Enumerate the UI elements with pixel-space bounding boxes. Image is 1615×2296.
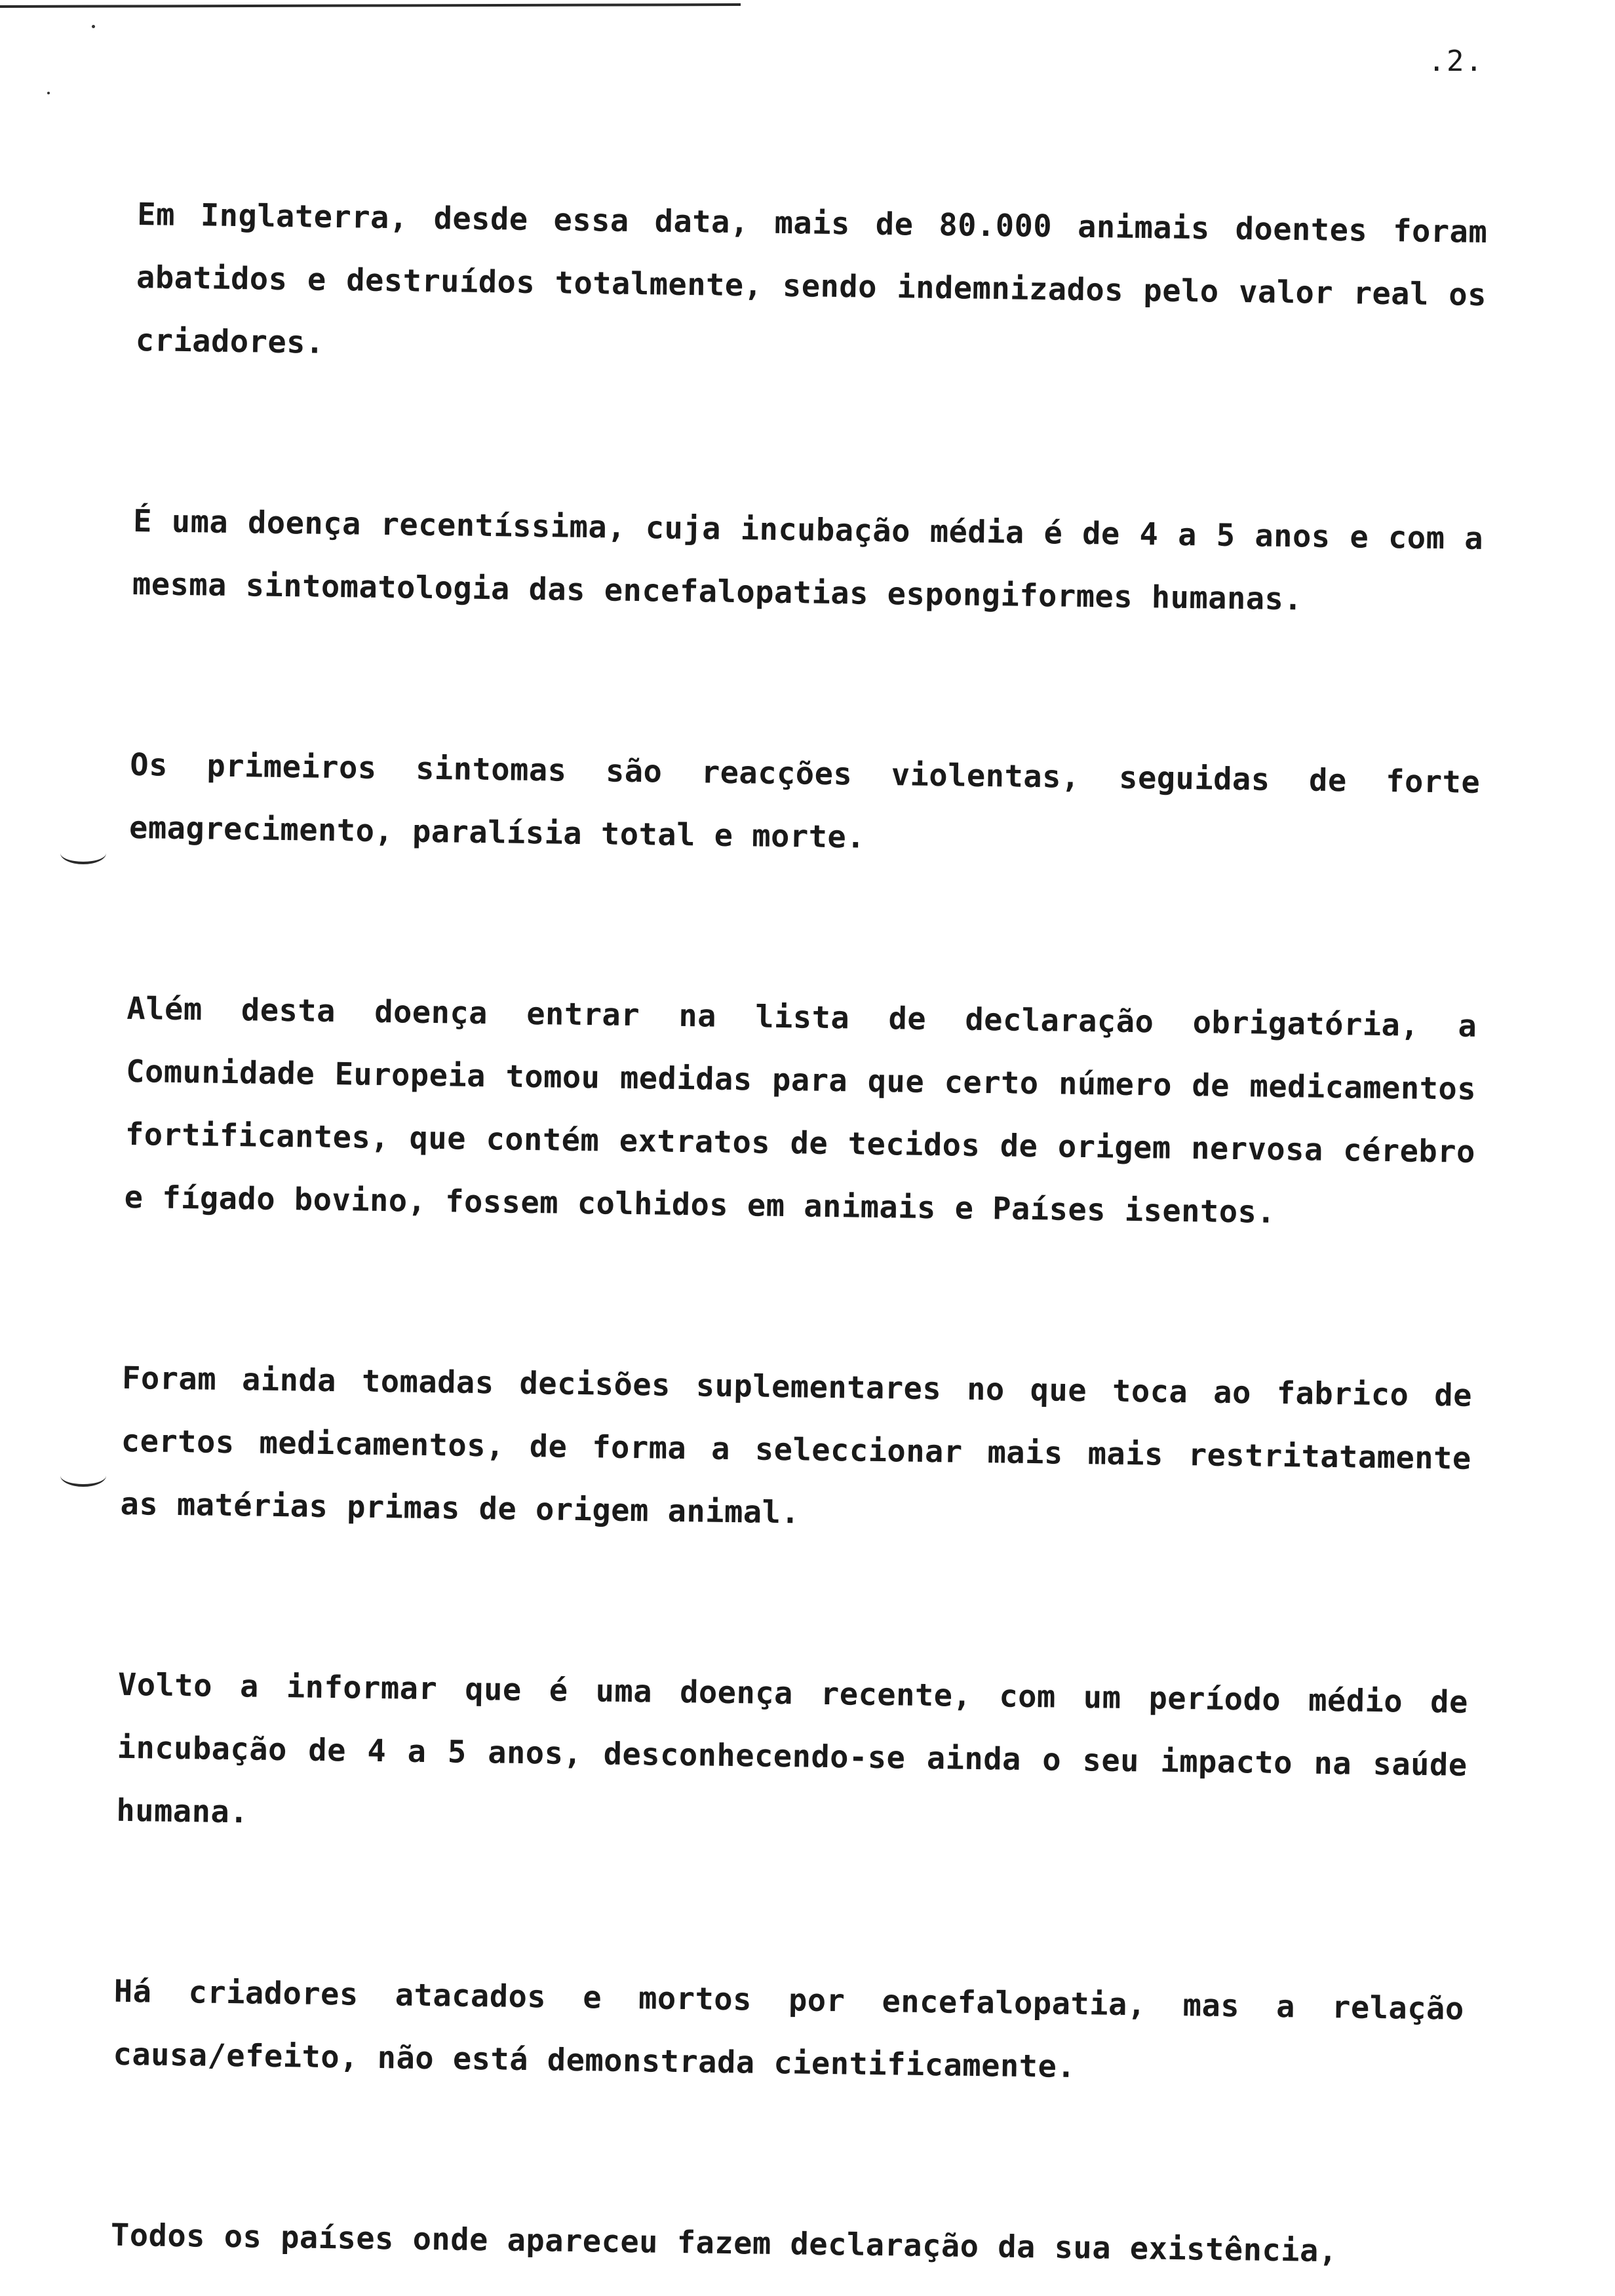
paragraph: É uma doença recentíssima, cuja incubação média é de 4 a 5 anos e com a mesma sintomatologia das encefalopatias espongiformes humanas. [132, 503, 1484, 618]
paragraph: Volto a informar que é uma doença recente, com um período médio de incubação de 4 a 5 anos, desconhecendo-se ainda o seu impacto na saúde humana. [116, 1666, 1469, 1831]
document-body [109, 183, 1488, 2296]
punch-hole-mark [60, 1464, 106, 1487]
paragraph: Foram ainda tomadas decisões suplementares no que toca ao fabrico de certos medicamentos, de forma a seleccionar mais mais restritatamente as matérias primas de origem animal. [120, 1360, 1473, 1531]
page-number: .2. [1428, 45, 1484, 78]
paragraph: Todos os países onde apareceu fazem declaração da sua existência, [110, 2217, 1338, 2270]
punch-hole-mark [60, 842, 106, 864]
scan-speck [92, 25, 95, 28]
top-scan-rule [0, 3, 741, 8]
paragraph: Além desta doença entrar na lista de declaração obrigatória, a Comunidade Europeia tomou medidas para que certo número de medicamentos fortificantes, que contém extratos de tecidos de origem nervosa cérebro e fígado bovino, fossem colhidos em animais e Países isentos. [124, 990, 1477, 1231]
paragraph: Os primeiros sintomas são reacções violentas, seguidas de forte emagrecimento, paralísia total e morte. [128, 746, 1481, 856]
paragraph: Em Inglaterra, desde essa data, mais de 80.000 animais doentes foram abatidos e destruídos totalmente, sendo indemnizados pelo valor real os criadores. [135, 196, 1488, 361]
paragraph: Há criadores atacados e mortos por encefalopatia, mas a relação causa/efeito, não está demonstrada cientificamente. [113, 1973, 1465, 2085]
scan-speck [47, 92, 50, 94]
